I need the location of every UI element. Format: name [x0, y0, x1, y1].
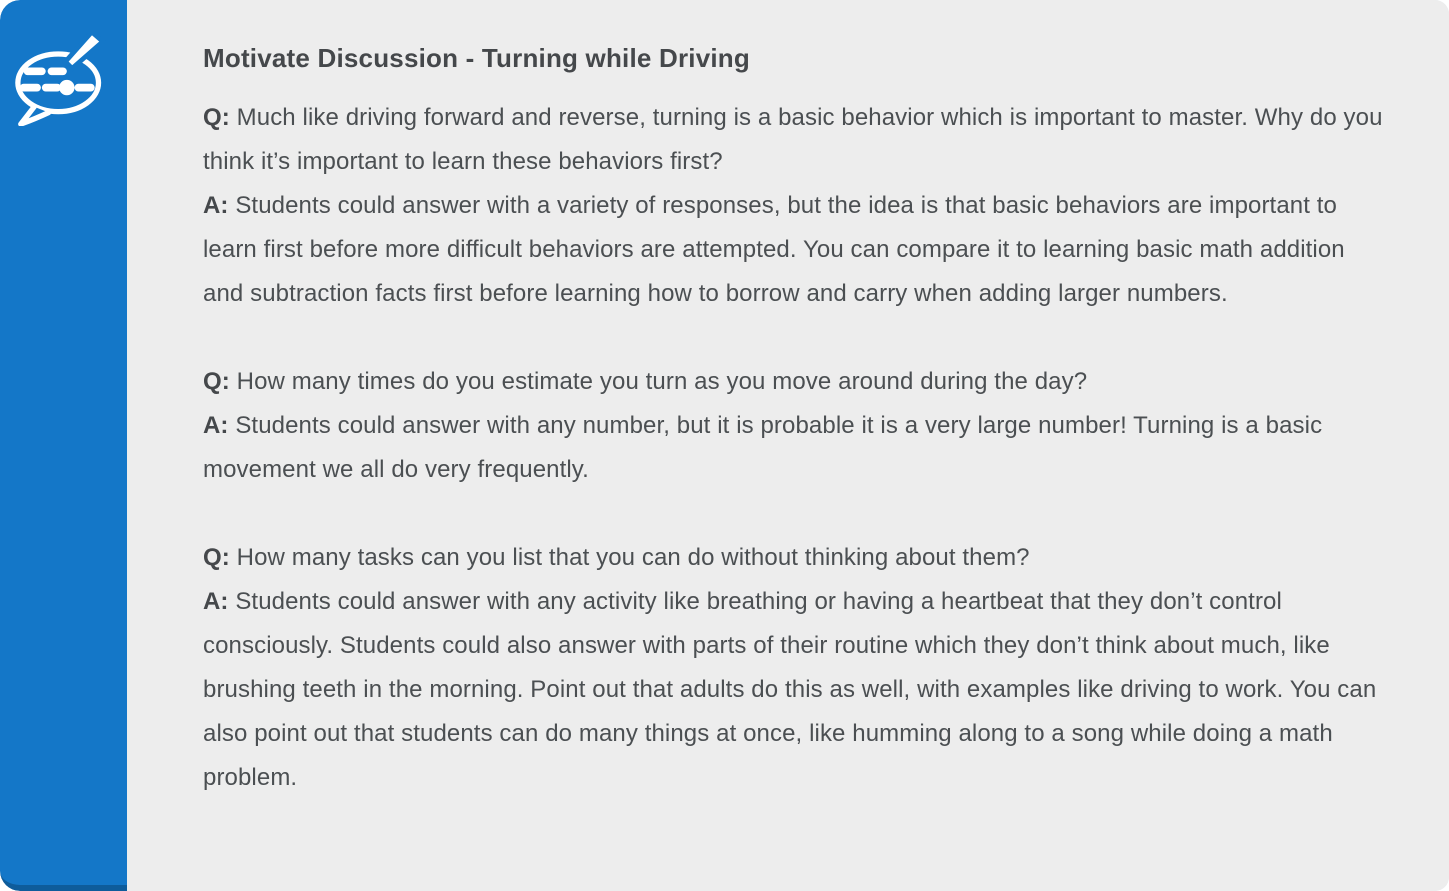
- qa-answer: [203, 404, 1385, 492]
- discussion-bubble-edit-icon: [11, 30, 115, 126]
- qa-question: [203, 96, 1385, 184]
- q-label: Q:: [203, 104, 230, 131]
- a-label: A:: [203, 192, 229, 219]
- q-label: Q:: [203, 368, 230, 395]
- qa-question: [203, 360, 1385, 404]
- qa-block-1: [203, 96, 1385, 316]
- q-label: Q:: [203, 544, 230, 571]
- qa-answer-text: Students could answer with any number, but it is probable it is a very large number! Turning is a basic movement we all do very frequently.: [203, 412, 1323, 483]
- qa-question-text: How many tasks can you list that you can do without thinking about them?: [236, 544, 1030, 571]
- speech-bubble-icon: [11, 30, 115, 126]
- qa-block-2: [203, 360, 1385, 492]
- qa-question-text: Much like driving forward and reverse, turning is a basic behavior which is important to master. Why do you think it’s important to learn these behaviors first?: [203, 104, 1383, 175]
- a-label: A:: [203, 412, 229, 439]
- qa-answer: [203, 580, 1385, 800]
- qa-question: [203, 536, 1385, 580]
- qa-block-3: [203, 536, 1385, 800]
- content-panel: [127, 0, 1449, 891]
- qa-answer: [203, 184, 1385, 316]
- qa-question-text: How many times do you estimate you turn as you move around during the day?: [236, 368, 1088, 395]
- qa-answer-text: Students could answer with any activity like breathing or having a heartbeat that they don’t control consciously. Students could also answer with parts of their routine which they don’t think about much, like brushing teeth in the morning. Point out that adults do this as well, with examples like driving to work. You can also point out that students can do many things at once, like humming along to a song while doing a math problem.: [203, 588, 1377, 791]
- accent-sidebar: [0, 0, 127, 891]
- exclamation-dot: [59, 80, 74, 95]
- page-title: Motivate Discussion - Turning while Driving: [203, 43, 750, 73]
- a-label: A:: [203, 588, 229, 615]
- qa-answer-text: Students could answer with a variety of responses, but the idea is that basic behaviors are important to learn first before more difficult behaviors are attempted. You can compare it to learning basic math addition and subtraction facts first before learning how to borrow and carry when adding larger numbers.: [203, 192, 1345, 307]
